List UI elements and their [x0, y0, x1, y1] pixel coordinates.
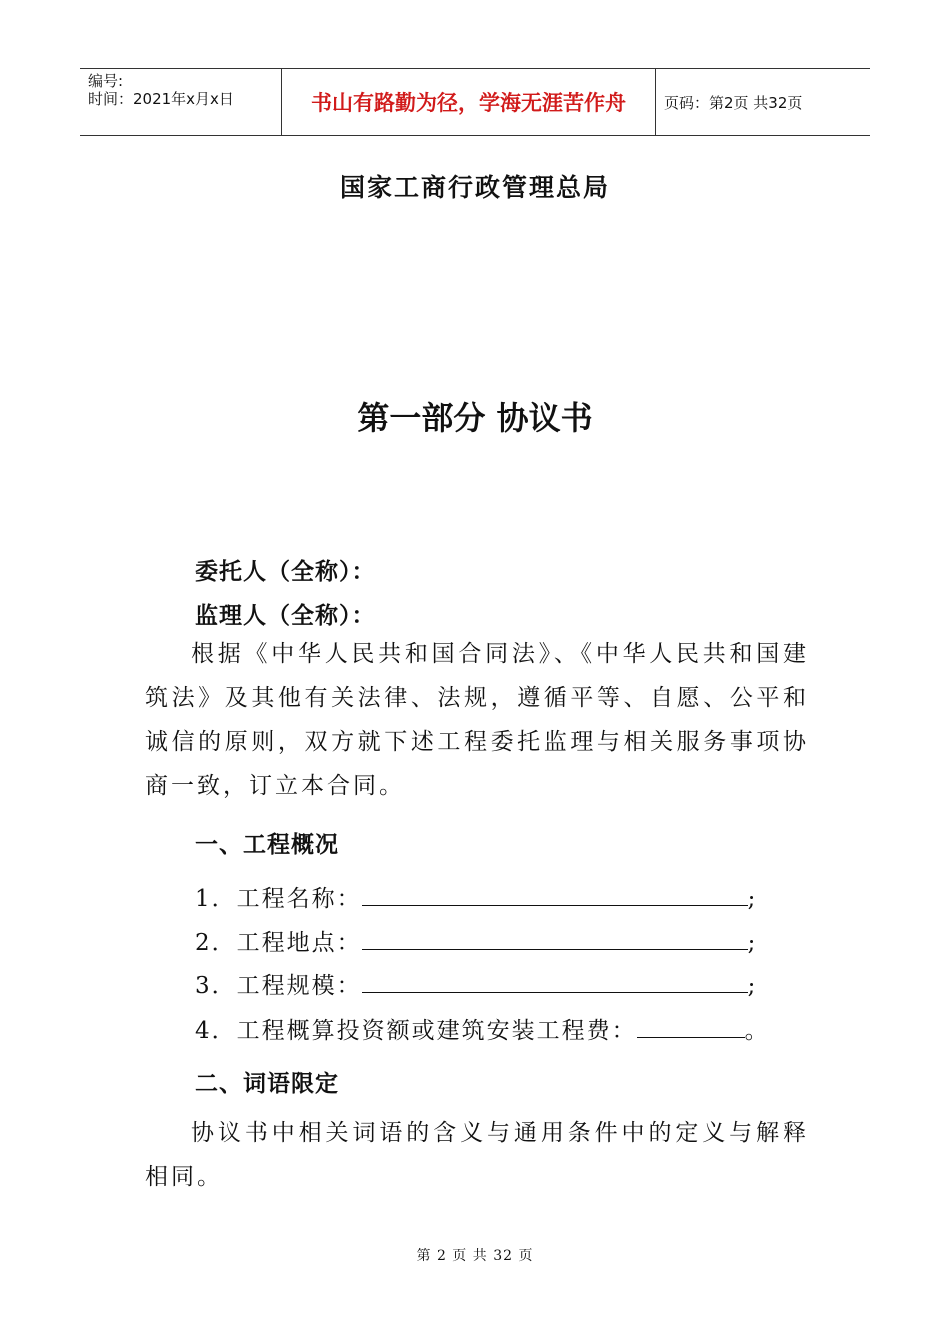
project-scale-item: 3．工程规模： ; — [195, 973, 758, 999]
project-cost-item: 4．工程概算投资额或建筑安装工程费： 。 — [195, 1018, 770, 1044]
section1-heading: 一、工程概况 — [195, 832, 339, 858]
section2-heading: 二、词语限定 — [195, 1071, 339, 1097]
item-label: 1．工程名称： — [195, 886, 362, 912]
header-motto: 书山有路勤为径，学海无涯苦作舟 — [282, 69, 656, 135]
project-location-item: 2．工程地点： ; — [195, 930, 758, 956]
page-footer: 第 2 页 共 32 页 — [416, 1248, 534, 1264]
supervisor-line: 监理人（全称）： — [195, 603, 376, 629]
project-cost-blank[interactable] — [637, 1017, 745, 1038]
client-line: 委托人（全称）： — [195, 559, 376, 585]
header-page-label: 页码：第2页 共32页 — [664, 93, 803, 112]
section2-paragraph: 协议书中相关词语的含义与通用条件中的定义与解释相同。 — [145, 1120, 809, 1190]
project-scale-blank[interactable] — [362, 972, 748, 993]
number-label: 编号: — [88, 72, 124, 90]
project-name-item: 1．工程名称： ; — [195, 886, 758, 912]
header-table — [80, 68, 870, 136]
project-name-blank[interactable] — [362, 885, 748, 906]
item-label: 4．工程概算投资额或建筑安装工程费： — [195, 1018, 637, 1044]
header-meta — [80, 69, 282, 135]
time-label: 时间：2021年x月x日 — [88, 90, 234, 108]
project-location-blank[interactable] — [362, 929, 748, 950]
item-label: 2．工程地点： — [195, 930, 362, 956]
intro-paragraph: 根据《中华人民共和国合同法》、《中华人民共和国建筑法》及其他有关法律、法规，遵循平等、自愿、公平和诚信的原则，双方就下述工程委托监理与相关服务事项协商一致，订立本合同。 — [145, 641, 809, 799]
item-label: 3．工程规模： — [195, 973, 362, 999]
organization-name: 国家工商行政管理总局 — [339, 173, 610, 202]
part-title: 第一部分 协议书 — [357, 399, 593, 437]
